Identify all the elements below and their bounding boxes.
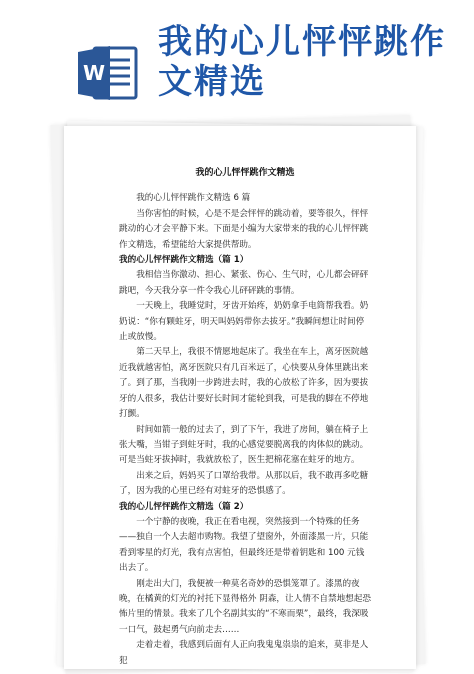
paragraph: 出来之后，妈妈买了口罩给我带。从那以后，我不敢再多吃糖了，因为我的心里已经有对蛀牙的恐惧感了。 — [119, 470, 369, 497]
document-page — [64, 126, 416, 669]
section-heading: 我的心儿怦怦跳作文精选（篇 1） — [119, 255, 249, 266]
page-title: 我的心儿怦怦跳作文精选 — [158, 22, 446, 102]
document-body — [119, 191, 371, 669]
paragraph: 一天晚上，我睡觉时，牙齿开始疼，奶奶拿手电筒帮我看。奶奶说：“你有颗蛀牙，明天叫妈妈带你去拔牙。”我瞬间想让时间停止或放慢。 — [119, 301, 369, 343]
header-banner — [0, 0, 474, 130]
document-title: 我的心儿怦怦跳作文精选 — [195, 168, 295, 178]
paragraph: 走着走着，我感到后面有人正向我鬼鬼祟祟的追来，莫非是人犯 — [119, 640, 369, 666]
paragraph: 第二天早上，我很不情愿地起床了。我坐在车上，离牙医院越近我就越害怕，离牙医院只有几百米远了，心快要从身体里跳出来了。到了那，当我刚一步跨进去时，我的心放松了许多，因为要拔牙的人很多，我估计要好长时间才能轮到我，可是我的脚在不停地打颤。 — [119, 347, 369, 420]
word-document-icon — [76, 44, 140, 102]
paragraph: 我相信当你激动、担心、紧张、伤心、生气时，心儿都会砰砰跳吧，今天我分享一件令我心儿砰砰跳的事情。 — [119, 270, 369, 296]
paragraph: 当你害怕的时候，心是不是会怦怦的跳动着，要等很久，怦怦跳动的心才会平静下来。下面是小编为大家带来的我的心儿怦怦跳作文精选，希望能给大家提供帮助。 — [119, 208, 369, 250]
paragraph: 刚走出大门，我便被一种莫名奇妙的恐惧笼罩了。漆黑的夜晚，在橘黄的灯光的衬托下显得格外 阴森，让人情不自禁地想起恐怖片里的情景。我来了几个名副其实的“不寒而栗”，最终，我深吸一口气，鼓起勇气向前走去…… — [119, 578, 371, 635]
paragraph: 一个宁静的夜晚，我正在看电视，突然接到一个特殊的任务——独自一个人去超市购物。我望了望窗外，外面漆黑一片，只能看到零星的灯光，我有点害怕，但最终还是带着钥匙和 100 元钱出去了。 — [119, 516, 369, 574]
document-content — [119, 166, 371, 669]
paragraph: 时间如箭一般的过去了，到了下午，我进了房间，躺在椅子上张大嘴，当钳子到蛀牙时，我的心感觉要脱离我的肉体似的跳动。可是当蛀牙拔掉时，我就放松了，医生把棉花塞在蛀牙的地方。 — [119, 424, 369, 466]
section-heading: 我的心儿怦怦跳作文精选（篇 2） — [119, 501, 249, 512]
paragraph: 我的心儿怦怦跳作文精选 6 篇 — [136, 193, 251, 204]
word-icon-letter: W — [82, 61, 106, 85]
